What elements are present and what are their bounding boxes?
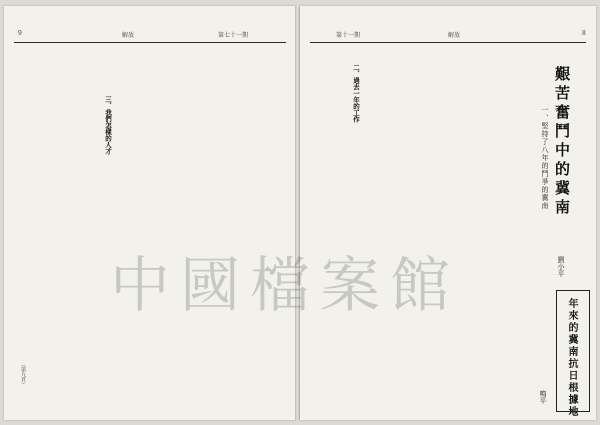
left-page bbox=[4, 6, 295, 420]
sidebar-author: 鳴平 bbox=[539, 390, 547, 404]
left-header-issue: 第七十一期 bbox=[218, 32, 249, 39]
right-lower-text bbox=[310, 282, 554, 408]
right-header-issue: 第十一期 bbox=[336, 32, 361, 39]
article-title: 艱苦奮鬥中的冀南 bbox=[553, 66, 571, 218]
left-section-heading: 三、我們怎樣的人才 bbox=[104, 96, 112, 155]
right-section-heading: 二、過去一年的工作 bbox=[352, 64, 360, 123]
archive-watermark: 中國檔案館 bbox=[110, 251, 460, 321]
left-header-journal: 解放 bbox=[122, 32, 135, 39]
right-header-rule bbox=[310, 42, 586, 43]
article-subtitle: 一、堅持了八年的鬥爭的冀南 bbox=[541, 106, 549, 210]
right-column-2 bbox=[360, 54, 446, 274]
sidebar-title: 年來的冀南抗日根據地 bbox=[566, 298, 577, 418]
left-footnote: （第九頁） bbox=[20, 362, 26, 387]
right-page-number: 8 bbox=[582, 30, 586, 37]
right-column-1 bbox=[450, 54, 538, 274]
right-header-journal: 解放 bbox=[448, 32, 461, 39]
left-column-3 bbox=[16, 54, 98, 354]
left-column-2 bbox=[114, 54, 198, 406]
left-column-1 bbox=[202, 54, 288, 406]
left-page-number: 9 bbox=[18, 30, 22, 37]
right-page bbox=[300, 6, 596, 420]
article-author: 劉小平 bbox=[557, 256, 565, 277]
left-header-rule bbox=[14, 42, 286, 43]
right-column-3 bbox=[310, 54, 350, 274]
